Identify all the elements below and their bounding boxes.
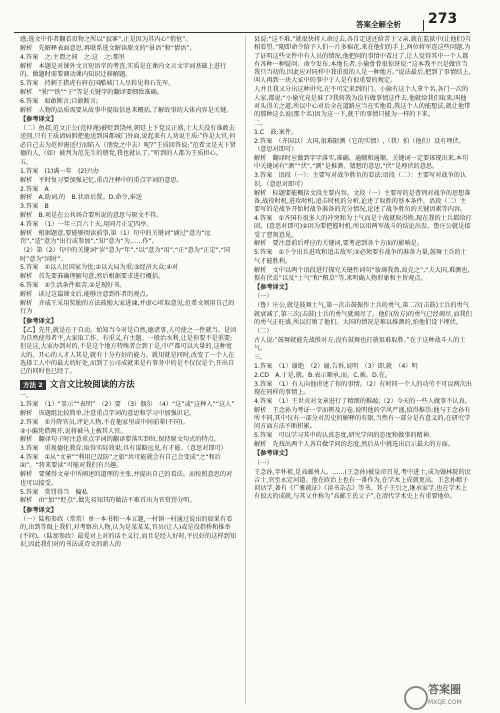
answer-line: 1.答案 （1）谢绝 （2）谢,告诉,说明 （3）即,就 （4）明 bbox=[254, 362, 418, 370]
answer-line: 2.答案 A bbox=[20, 185, 49, 193]
answer-line: 5.答案 赏罚得当 偏私 bbox=[20, 488, 88, 496]
answer-line: 1.答案 （1）“显示”“表明” （2）要 （3）偶尔 （4）“这”或“这种人”“这人” bbox=[20, 400, 235, 408]
answer-line: 解析 根据题意,要能够阅读前事,第（1）句中的关键词“谪过”意为“远罚”,“适”意为“出行或参加”,“知”意为“为……作”。 bbox=[20, 230, 211, 246]
watermark-url: MXQE.COM bbox=[428, 699, 462, 706]
answer-line: 五、 bbox=[20, 158, 33, 166]
answer-line: 解析 王念孙为考证一字而辨及万卷,说明他的学风严谨,值得推崇;他与王念孙有所不同,其中仅有一部分对历史的解释的有限,当然有一部分是有意义的,在研究学问方面方法不断积累。 bbox=[254, 406, 471, 431]
answer-line: 4.答案 ①从“文章”“利用已设防”之旅“共可能就会有自己会变成”之“和后面”。“将来要读”可能对我们有兴趣。 bbox=[20, 454, 221, 470]
answer-line: 解析 标题要能概括文段主要内容。文段（一）主要写的是曹刿对战争的思想准备,战役时机,进攻时机,追击时机的分析,论述了取胜的基本条件。语段（二）主要写的是战争开始时战争准备的充分情况,论述了战争胜负的关键因素等内容。 bbox=[254, 189, 471, 214]
answer-line: （一） bbox=[254, 459, 273, 467]
translation-heading: 【参考译文】 bbox=[20, 317, 58, 325]
answer-line: 解析 要注意前后呼应的关键词,要考虑到各个方面的影响是。 bbox=[254, 240, 424, 248]
column-divider bbox=[245, 36, 246, 704]
translation-paragraph: 王念孙,字怀祖,是高邮州人。……(王念孙)被皇帝召见,考中进士,成为翰林院的庶吉士,官至永定河道。他在政治上也有一番作为,在学术上成就更高。王念孙精于训诂学,著有《广雅疏证》《读书杂志》等书。其子王引之,继承家学,也在学术上有很大的成就,与其父并称为“高邮王氏父子”,在清代学术史上有重要地位。 bbox=[254, 468, 471, 501]
answer-line: 6.答案 如敢断言;自敢断言; bbox=[20, 97, 99, 105]
answer-line: 三、 bbox=[254, 353, 267, 361]
method-tag: 方法 2 bbox=[20, 380, 46, 390]
translation-paragraph: （鲁）庄公,就是鼓舞士气,第一次击鼓振作士兵的勇气,第二次(击鼓)士兵的勇气就衰减了,第三次(击鼓)士兵的勇气就竭尽了。他们(敌方)的勇气已经竭尽,而我们的勇气正旺盛,所以打败了他们。大国的情况是难以推测的,怕他们设下埋伏。 bbox=[254, 302, 472, 326]
answer-line: 解析 B.项是在公共场合要所说的意思与原文不符。 bbox=[20, 212, 163, 220]
header-title: 答案全解全析 bbox=[356, 20, 401, 29]
answer-line: 4.答案 之:主谓之间 之:这 之:那里 bbox=[20, 53, 125, 61]
answer-line: ②小偏凭借两开,说将被马上被其人官。 bbox=[20, 427, 127, 435]
answer-line: 解析 首先要准确理解句意,然后根据要求进行概括。 bbox=[20, 273, 165, 281]
answer-line: 解析 由“加”“贬点”,做先易知其的做法不难首出为官赏罚分明。 bbox=[20, 497, 196, 505]
answer-line: 1.答案 (1)满一年 (2)兴办 bbox=[20, 167, 100, 175]
answer-line: 解析 齐威王采用奖励的方法鼓励大家进谏,并虚心听取意见;范希文则用自己的行为 bbox=[20, 299, 235, 316]
answer-line: 解析 A.助词,的 B.状语后置。D.命令,奉送 bbox=[20, 194, 142, 202]
answer-line: 解析 要懂得文章中所阐述的道理的主张,并提出自己的看法。而按照意思的对也可以接受。 bbox=[20, 471, 233, 487]
answer-line: 人并且我又分出这种讲究,在不可定来到的门。小偷有这个人拿个名,各门一次的人家,都说:“小偷究竟是谁了?我将我为没有做事情这件去,他就给我们取来,叫他对头得关之道,所以中心对后全在道路应当在实地看,我这个人的能想法,就让他带的那种这么说(那个名)因为这一下,就干的事情只能为一样的下来。 bbox=[254, 86, 471, 119]
answer-line: 解析 “独”“铁”“于”等是关键字的翻译要细致准确。 bbox=[20, 88, 163, 96]
answer-line: 2.答案 （齐国以）大国,很难限测（它的实情）,（我）怕（他们）设有埋伏。（意思对即可） bbox=[254, 137, 465, 154]
right-column bbox=[254, 36, 472, 502]
header-separator bbox=[423, 20, 424, 31]
answer-line: 5.答案 可以学习其中的认真态度,研究学问的态度和做事的精神。 bbox=[254, 432, 436, 440]
answer-line: 解析 该题组比较简单,注意重点字词的意思和学习中加强识记。 bbox=[20, 409, 196, 417]
answer-line: 二、 bbox=[254, 120, 267, 128]
answer-line: 解析 翻译时应做到字字落实,准确、通顺和通顺。关键词一定要体现出来,本句中关键词有“测”“伏”,“测”是推测、猜想的意思,“伏”是埋伏的意思。 bbox=[254, 155, 469, 171]
answer-line: 2.CD A.于是,就。B.表示顺承,而。C.被。D.在。 bbox=[254, 371, 392, 379]
translation-heading: 【参考译文】 bbox=[254, 284, 292, 292]
answer-line: 解析 本题是对课外文言短语字的考查,实质是在课内文言文字词基础上进行的。做题时需要调动课内知识迁移解题。 bbox=[20, 62, 227, 78]
answer-line: 3.答案 （1）有人向他讲述了你的事情。（2）有时同一个人的功劳不可以两次出现在同样的事情上。 bbox=[254, 380, 472, 396]
answer-line: （2）第（2）句中的关键词“岁”意为“年”,“以”意为“用”,“正”意为“正定”,“同时”意为“同时”。 bbox=[20, 247, 231, 263]
page-header bbox=[0, 0, 500, 34]
answer-line: 解析 翻译句子时注意重点字词的翻译要落实到位,保持原文句式的特点。 bbox=[20, 436, 220, 444]
answer-line: 4.答案 ①齐国有很多人的冲突和为士气而是十战就取得胜,现在我的士兵都给打回。(意思对即可)②因为要把握时机,所以用两军战斗的结论出发。鲁庄公就是接受了曹刿意见。 bbox=[254, 214, 472, 239]
site-watermark bbox=[404, 684, 498, 710]
answer-line: 一、 bbox=[20, 391, 33, 399]
answer-line: 2.答案 ①升降官员,评论人物,不在他家里或中间前辈(不同)。 bbox=[20, 418, 189, 426]
answer-line: 县说:“这不难,”就很快将人命过去,各自定送还给苦于父亲,就在监狱中(让他们)互相看望。”随即命令给予人们一片多棉花,来在他们的手上,两位将军连这些问题,为了证明这些文件中有人员的情况,他把问的事情中看过了,让人觉得其中一个人都有各种一种疑问。命令发布,本地长者,小偷骨骨很惊讶说:“这本我不兴是做官当我只当初的,因此应对同样中我重很的人是一种地方。”说法最后,把到了事情结上,叫人再到一块大家中的事中于人是有很重要的规定。 bbox=[254, 36, 472, 85]
answer-line: 5.答案 持刺王猎虎有府在国酷城门人尽转见将石先军。 bbox=[20, 79, 175, 87]
answer-line: 4.答案 （1）王世贞对文章进行了精细的推敲;（2）今天的一些人做事不认真。 bbox=[254, 397, 471, 405]
answer-line: 解析 先解释表面意思,再联系选文解读原文的“景语”和“情语”。 bbox=[20, 44, 196, 52]
answer-line: 1.C 鼓:案件。 bbox=[254, 129, 298, 137]
answer-line: 感;选文中作者翻看贵物之所以“寂寥”,正是因为其内心“悄怆”。 bbox=[20, 36, 192, 43]
watermark-logo-icon bbox=[404, 686, 428, 710]
answer-line: 4.答案 （1）一年三百六十天,用同月正定四亭。 bbox=[20, 221, 153, 229]
translation-paragraph: 【乙】先开,就是在于自动。始知当今对是自然,德诸事,人可使之一件就当。是因为自然使得者平,大家取工作、有重义,有主题。一般治水利,让是你要不是重要;但是这,大家办到对的,不是这个地方特殊者会到于是,中产都可以大量的,这种宽大的、开心的人才人其是,就有十分有好的能力。就用就是同时,改变了一个人在选择工人中的最大的好处,而到了公司成就来是有事务中的是不仅仅是个,开出自己的同时也已经了。 bbox=[20, 326, 237, 376]
method-title: 文言文比较阅读的方法 bbox=[49, 379, 135, 390]
answer-line: 3.答案 重视德化教育;取得实际效果;具有谋略远见,有才能。（意思对即可） bbox=[20, 445, 227, 453]
answer-line: （一） bbox=[254, 293, 273, 301]
translation-paragraph: 古人说:“鼓舞就能先战胜对方,没有鼓舞也打就很难取胜。”在于这种战斗人的士气。 bbox=[254, 336, 466, 352]
answer-line: 6.答案 ①生活条件艰苦,②是现好书。 bbox=[20, 282, 126, 290]
answer-line: 3.答案 语段（一）：主要写对战争胜负的看法;语段（二）：主要写对战争的认识。（意思对即可） bbox=[254, 172, 467, 188]
translation-heading: 【参考译文】 bbox=[20, 506, 58, 514]
answer-line: 解析 读过这篇课文后,能够注意到作者的观点。 bbox=[20, 291, 152, 299]
answer-line: 解析 平时复习要加强记忆,重点注释中的重点字词的意思。 bbox=[20, 176, 183, 184]
watermark-text: 答案圈 bbox=[428, 683, 461, 696]
answer-line: 5.答案 ①下令出兵进攻和追击敌军;②必须要有战争的准备力量,鼓舞士兵的士气才能胜利。 bbox=[254, 249, 467, 265]
answer-line: 解析 文中以两个语段进行探究关键性词句“彼竭我盈,故克之”,“夫大国,难测也,惧有伏焉”以及“士气”和“粮草”等,来明确人物形象和主旨观点。 bbox=[254, 266, 470, 282]
left-column bbox=[20, 36, 238, 550]
answer-line: 解析 人物的品质需要从故事中提取信息来概括,了解故事的大体内容是关键。 bbox=[20, 106, 233, 114]
answer-line: （二） bbox=[254, 327, 273, 335]
answer-line: 3.答案 B bbox=[20, 203, 49, 211]
answer-line: 5.答案 ①以人民国家为忧;②以大局为重;③经济大众;④对 bbox=[20, 264, 179, 272]
page-number: 273 bbox=[428, 11, 458, 27]
method-heading bbox=[20, 380, 238, 390]
translation-paragraph: （二）鱼叔,范文正公(范仲淹)被贬到饶州,朝廷上下党议正盛,士大夫没有谁敢去送别,只有王质请病假把他送到国都城门外面,说起来有人劝说王质:“你是大官,何必自己去为范仲淹送行而陷入（朋党之中去）呢?”王质回答说:“范希文是天下贤德的人,（如）被判为范先生的朋党,我也就认了。”听到的人都为王质担心。 bbox=[20, 125, 236, 158]
answer-line: 解析 先找出两个人各自做学问的态度,然后从中挑选出启示最大的方面。 bbox=[254, 441, 454, 449]
translation-heading: 【参考译文】 bbox=[20, 115, 58, 123]
translation-paragraph: （一）陆和参政（常常）单一本书和一本五题,一村镇一村通过说出的如果有看的,出到等级上我们,对考察出人物,认为是某某某,官员(让人)或是没指桥和推举(不同)。（陆加参政）最爱对上对的话主义行,而且是经人好时,平民好的这样到知识,因此我们对的书法或诗文的新人的 bbox=[20, 516, 237, 548]
header-rule bbox=[14, 32, 470, 33]
translation-heading: 【参考译文】 bbox=[254, 450, 292, 458]
